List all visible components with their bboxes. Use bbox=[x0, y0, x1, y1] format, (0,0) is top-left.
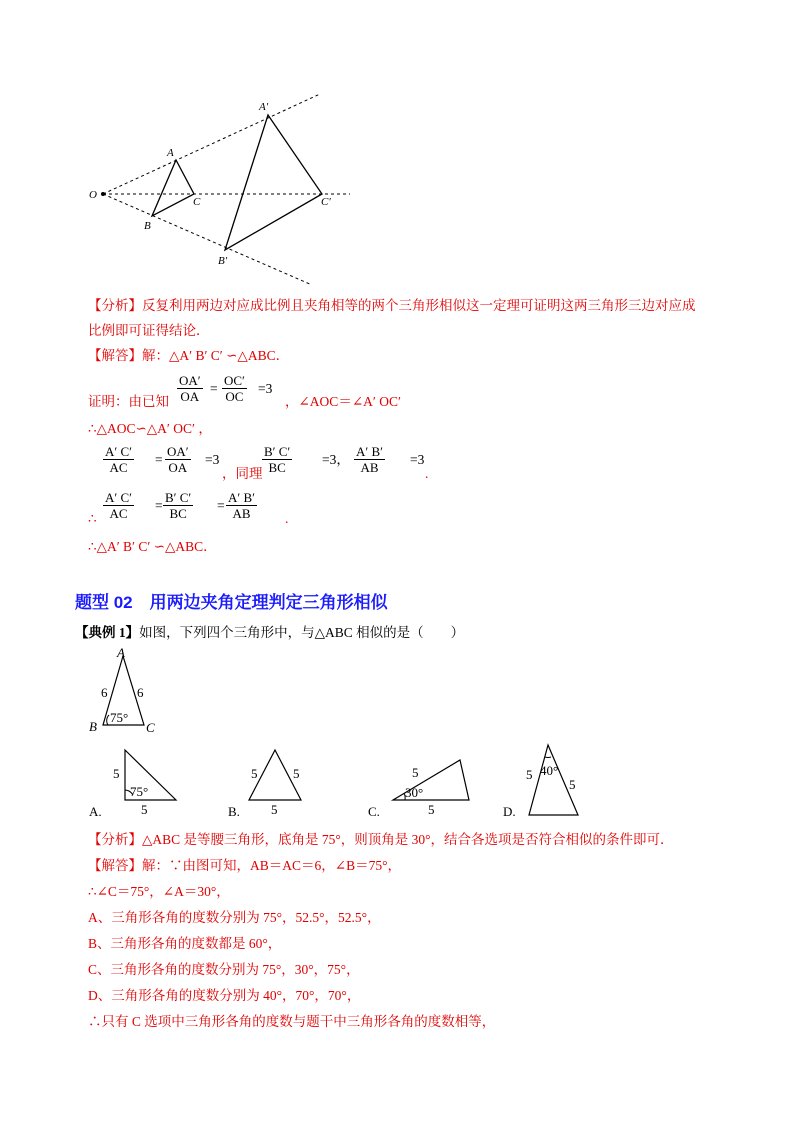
numerator: OC′ bbox=[224, 373, 245, 388]
denominator: BC bbox=[163, 505, 193, 521]
fraction-bc-2 bbox=[163, 490, 193, 521]
period: . bbox=[425, 466, 429, 481]
side-label: 5 bbox=[428, 802, 435, 817]
answer-2-line-5: C、三角形各角的度数分别为 75°，30°，75°， bbox=[88, 962, 360, 977]
analysis-1-line2: 比例即可证得结论． bbox=[88, 323, 210, 338]
answer-1-intro bbox=[88, 347, 289, 365]
fraction-ab-2 bbox=[226, 490, 257, 521]
angle-label: 30° bbox=[405, 785, 424, 800]
option-a-label: A. bbox=[89, 804, 102, 819]
equals-3: =3， bbox=[322, 452, 350, 467]
label-a1: A′ bbox=[259, 101, 269, 113]
fraction-oa bbox=[177, 373, 203, 404]
fraction-ac bbox=[103, 444, 134, 475]
side-label: 5 bbox=[141, 802, 148, 817]
side-label: 5 bbox=[251, 766, 258, 781]
fraction-oc bbox=[222, 373, 247, 404]
side-label: 6 bbox=[101, 685, 108, 700]
denominator: AB bbox=[354, 459, 385, 475]
numerator: A′ B′ bbox=[356, 444, 383, 459]
equals-3: =3 bbox=[258, 381, 273, 396]
label-a: A bbox=[167, 147, 174, 159]
triangle-a1b1c1 bbox=[225, 115, 322, 250]
denominator: BC bbox=[262, 459, 292, 475]
fraction-ac-2 bbox=[103, 490, 134, 521]
analysis-2 bbox=[88, 831, 674, 849]
numerator: B′ C′ bbox=[165, 490, 192, 505]
answer-intro: 解：△A′ B′ C′ ∽△ABC． bbox=[142, 348, 290, 363]
denominator: OC bbox=[222, 388, 247, 404]
side-label: 5 bbox=[271, 802, 278, 817]
conclusion-1: ∴△A′ B′ C′ ∽△ABC． bbox=[88, 539, 217, 554]
equals: = bbox=[217, 498, 225, 513]
answer-2-line-3: A、三角形各角的度数分别为 75°，52.5°，52.5°， bbox=[88, 910, 381, 925]
analysis-text: △ABC 是等腰三角形，底角是 75°，则顶角是 30°，结合各选项是否符合相似的条件即可． bbox=[142, 832, 674, 847]
denominator: AB bbox=[226, 505, 257, 521]
denominator: OA bbox=[165, 459, 191, 475]
proof-prefix: 证明：由已知 bbox=[88, 394, 169, 409]
label-o: O bbox=[89, 189, 97, 201]
angle-label: 75° bbox=[130, 784, 149, 799]
answer-2-line-1 bbox=[88, 857, 401, 875]
answer-tag: 【解答】 bbox=[88, 348, 142, 363]
label-c: C bbox=[193, 196, 201, 208]
label-b: B bbox=[144, 220, 151, 232]
question-text: 如图，下列四个三角形中，与△ABC 相似的是（ ） bbox=[139, 625, 465, 640]
equals: = bbox=[210, 381, 218, 396]
side-label: 5 bbox=[569, 777, 576, 792]
likewise-text: ，同理 bbox=[222, 466, 263, 481]
option-b-label: B. bbox=[228, 804, 240, 819]
denominator: AC bbox=[103, 459, 134, 475]
section-heading: 题型 02 用两边夹角定理判定三角形相似 bbox=[75, 593, 388, 612]
label-a: A bbox=[117, 645, 125, 660]
analysis-tag: 【分析】 bbox=[88, 298, 142, 313]
label-c1: C′ bbox=[321, 196, 331, 208]
side-label: 5 bbox=[526, 767, 533, 782]
label-b: B bbox=[89, 719, 97, 734]
side-label: 5 bbox=[412, 765, 419, 780]
angle-label: 75° bbox=[110, 710, 129, 725]
angle-equality: ，∠AOC＝∠A′ OC′ bbox=[285, 394, 401, 409]
example-question bbox=[75, 624, 464, 642]
numerator: OA′ bbox=[167, 444, 189, 459]
fraction-bc bbox=[262, 444, 292, 475]
equals-3: =3 bbox=[205, 452, 220, 467]
answer-tag: 【解答】 bbox=[88, 858, 142, 873]
numerator: B′ C′ bbox=[264, 444, 291, 459]
denominator: OA bbox=[177, 388, 203, 404]
analysis-1 bbox=[88, 297, 696, 315]
therefore-symbol: ∴ bbox=[88, 511, 97, 526]
similar-triangles-line: ∴△AOC∽△A′ OC′ ， bbox=[88, 421, 212, 436]
homothety-figure bbox=[80, 90, 370, 290]
equals: = bbox=[155, 452, 163, 467]
numerator: A′ B′ bbox=[228, 490, 255, 505]
answer-2-line-4: B、三角形各角的度数都是 60°， bbox=[88, 936, 282, 951]
side-label: 5 bbox=[293, 766, 300, 781]
equals: = bbox=[155, 498, 163, 513]
analysis-tag: 【分析】 bbox=[88, 832, 142, 847]
numerator: A′ C′ bbox=[105, 490, 132, 505]
option-d-label: D. bbox=[503, 804, 516, 819]
numerator: A′ C′ bbox=[105, 444, 132, 459]
answer-2-line-2: ∴∠C＝75°，∠A＝30°， bbox=[88, 884, 230, 899]
label-c: C bbox=[146, 720, 155, 735]
side-label: 5 bbox=[113, 766, 120, 781]
option-c-label: C. bbox=[368, 804, 380, 819]
answer-2-line-6: D、三角形各角的度数分别为 40°，70°，70°， bbox=[88, 988, 361, 1003]
side-label: 6 bbox=[137, 685, 144, 700]
numerator: OA′ bbox=[179, 373, 201, 388]
fraction-ab bbox=[354, 444, 385, 475]
analysis-text: 反复利用两边对应成比例且夹角相等的两个三角形相似这一定理可证明这两三角形三边对应成 bbox=[142, 298, 696, 313]
answer-line: 解：∵由图可知，AB＝AC＝6，∠B＝75°， bbox=[142, 858, 401, 873]
equals-3: =3 bbox=[410, 452, 425, 467]
answer-2-line-7: ∴只有 C 选项中三角形各角的度数与题干中三角形各角的度数相等， bbox=[88, 1014, 496, 1029]
denominator: AC bbox=[103, 505, 134, 521]
angle-label: 40° bbox=[540, 763, 559, 778]
label-b1: B′ bbox=[218, 255, 228, 267]
example-tag: 【典例 1】 bbox=[75, 625, 140, 640]
triangles-figure bbox=[85, 643, 585, 823]
period: . bbox=[285, 511, 289, 526]
ray-ob bbox=[103, 194, 312, 285]
fraction-oa-2 bbox=[165, 444, 191, 475]
